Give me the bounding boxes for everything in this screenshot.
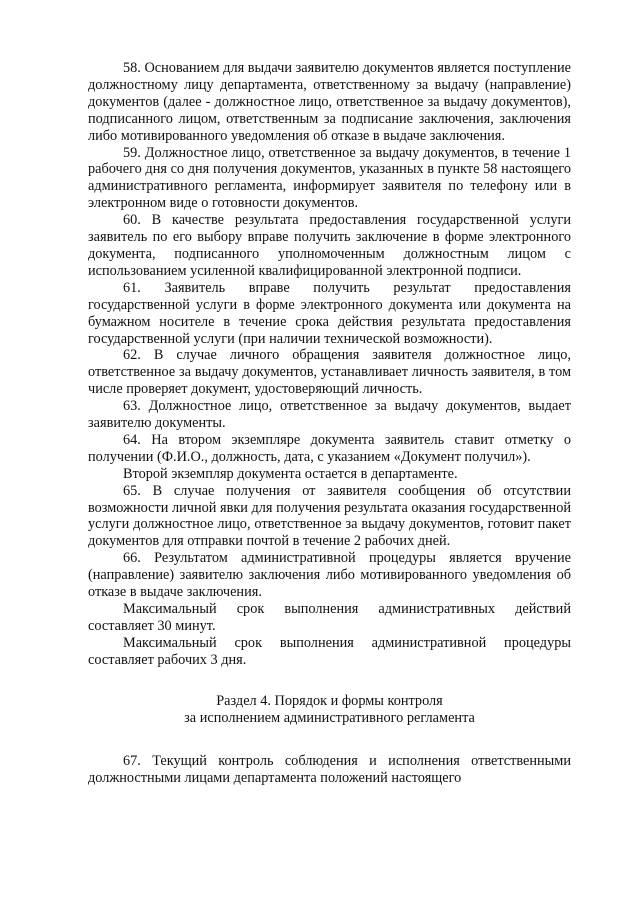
paragraph-59: 59. Должностное лицо, ответственное за выдачу документов, в течение 1 рабочего дня со дня получения документов, указанных в пункте 58 настоящего административного регламента, информирует заявителя по телефону или в электронном виде о готовности документов. [88,144,571,212]
paragraph-62: 62. В случае личного обращения заявителя должностное лицо, ответственное за выдачу документов, устанавливает личность заявителя, в том числе проверяет документ, удостоверяющий личность. [88,347,571,398]
paragraph-max-time-procedure: Максимальный срок выполнения административной процедуры составляет рабочих 3 дня. [88,634,571,668]
paragraph-61: 61. Заявитель вправе получить результат предоставления государственной услуги в форме электронного документа или документа на бумажном носителе в течение срока действия результата предоставления государственной услуги (при наличии технической возможности). [88,279,571,347]
paragraph-max-time-actions: Максимальный срок выполнения административных действий составляет 30 минут. [88,601,571,634]
section-heading [88,693,571,727]
paragraph-63: 63. Должностное лицо, ответственное за выдачу документов, выдает заявителю документы. [88,398,571,432]
document-page [88,60,571,787]
paragraph-64-note: Второй экземпляр документа остается в департаменте. [123,465,458,482]
paragraph-64: 64. На втором экземпляре документа заявитель ставит отметку о получении (Ф.И.О., должность, дата, с указанием «Документ получил»). [88,431,571,465]
section-heading-line-1: Раздел 4. Порядок и формы контроля [216,692,443,709]
section-heading-line-2: за исполнением административного регламента [184,709,475,726]
paragraph-60: 60. В качестве результата предоставления государственной услуги заявитель по его выбору вправе получить заключение в форме электронного документа, подписанного уполномоченным должностным лицом с использованием усиленной квалифицированной электронной подписи. [88,212,571,279]
paragraph-58: 58. Основанием для выдачи заявителю документов является поступление должностному лицу департамента, ответственному за выдачу (направление) документов (далее - должностное лицо, ответственное за выдачу документов), подписанного лицом, ответственным за подписание заключения, заключения либо мотивированного уведомления об отказе в выдаче заключения. [88,60,571,144]
paragraph-65: 65. В случае получения от заявителя сообщения об отсутствии возможности личной явки для получения результата оказания государственной услуги должностное лицо, ответственное за выдачу документов, готовит пакет документов для отправки почтой в течение 2 рабочих дней. [88,482,571,550]
paragraph-66: 66. Результатом административной процедуры является вручение (направление) заявителю заключения либо мотивированного уведомления об отказе в выдаче заключения. [88,550,571,601]
paragraph-67: 67. Текущий контроль соблюдения и исполнения ответственными должностными лицами департамента положений настоящего [88,753,571,787]
